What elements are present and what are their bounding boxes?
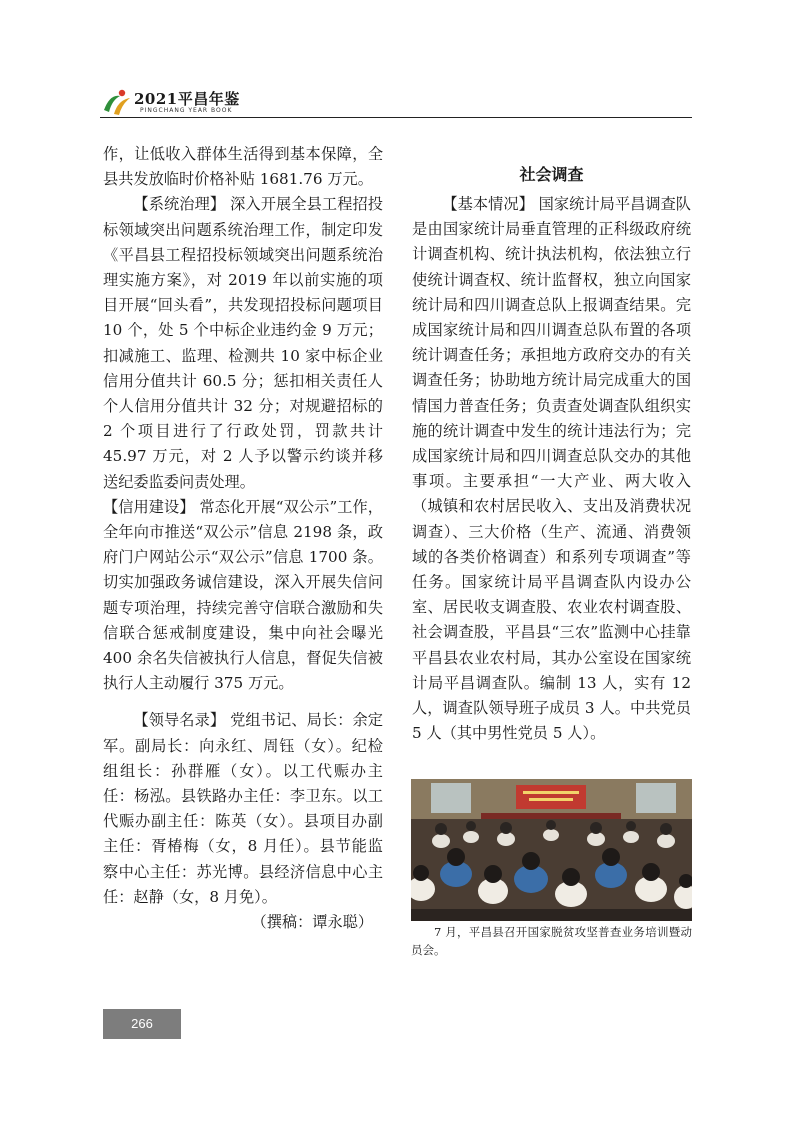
meeting-photo-image bbox=[411, 779, 692, 921]
header-divider bbox=[100, 117, 692, 118]
yearbook-subtitle: PINGCHANG YEAR BOOK bbox=[140, 107, 233, 114]
paragraph-leadership-roster: 【领导名录】 党组书记、局长：余定军。副局长：向永红、周钰（女）。纪检组组长：孙群雁（女）。以工代赈办主任：杨泓。县铁路办主任：李卫东。以工代赈办副主任：陈英（女）。县项目办副主任：胥椿梅（女，8 月任）。县节能监察中心主任：苏光博。县经济信息中心主任：赵静（女，8 月免）。 bbox=[103, 711, 383, 906]
left-column bbox=[103, 142, 383, 935]
page-header bbox=[100, 86, 692, 118]
yearbook-logo-icon bbox=[100, 88, 134, 116]
photo-caption bbox=[411, 923, 692, 959]
paragraph-credit-building: 【信用建设】 常态化开展“双公示”工作，全年向市推送“双公示”信息 2198 条，政府门户网站公示“双公示”信息 1700 条。切实加强政务诚信建设，深入开展失信问题专项治理，持续完善守信联合激励和失信联合惩戒制度建设，集中向社会曝光 400 余名失信被执行人信息，督促失信被执行人主动履行 375 万元。 bbox=[103, 497, 383, 693]
paragraph-system-governance: 【系统治理】 深入开展全县工程招投标领域突出问题系统治理工作，制定印发《平昌县工程招投标领域突出问题系统治理实施方案》，对 2019 年以前实施的项目开展“回头看”，共发现招投标问题项目 10 个，处 5 个中标企业违约金 9 万元；扣减施工、监理、检测共 10 家中标企业信用分值共计 60.5 分；惩扣相关责任人个人信用分值共计 32 分；对规避招标的 2 个项目进行了行政处罚，罚款共计 45.97 万元，对 2 人予以警示约谈并移送纪委监委问责处理。 bbox=[103, 195, 383, 491]
author-byline: （撰稿：谭永聪） bbox=[251, 913, 373, 932]
photo-caption-text: 7 月，平昌县召开国家脱贫攻坚普查业务培训暨动员会。 bbox=[411, 925, 692, 957]
page-number: 266 bbox=[103, 1009, 181, 1039]
meeting-photo bbox=[411, 779, 692, 921]
paragraph-continued: 作，让低收入群体生活得到基本保障，全县共发放临时价格补贴 1681.76 万元。 bbox=[103, 145, 383, 189]
right-column bbox=[412, 162, 691, 746]
paragraph-basic-info: 【基本情况】 国家统计局平昌调查队是由国家统计局垂直管理的正科级政府统计调查机构、统计执法机构，依法独立行使统计调查权、统计监督权，独立向国家统计局和四川调查总队上报调查结果。完成国家统计局和四川调查总队布置的各项统计调查任务；承担地方政府交办的有关调查任务；协助地方统计局完成重大的国情国力普查任务；负责查处调查队组织实施的统计调查中发生的统计违法行为；完成国家统计局和四川调查总队交办的其他事项。主要承担“一大产业、两大收入（城镇和农村居民收入、支出及消费状况调查）、三大价格（生产、流通、消费领域的各类价格调查）和系列专项调查”等任务。国家统计局平昌调查队内设办公室、居民收支调查股、农业农村调查股、社会调查股，平昌县“三农”监测中心挂靠平昌县农业农村局，其办公室设在国家统计局平昌调查队。编制 13 人，实有 12 人，调查队领导班子成员 3 人。中共党员 5 人（其中男性党员 5 人）。 bbox=[412, 195, 691, 743]
section-title: 社会调查 bbox=[519, 165, 584, 184]
yearbook-title: 2021平昌年鉴 bbox=[134, 90, 240, 108]
